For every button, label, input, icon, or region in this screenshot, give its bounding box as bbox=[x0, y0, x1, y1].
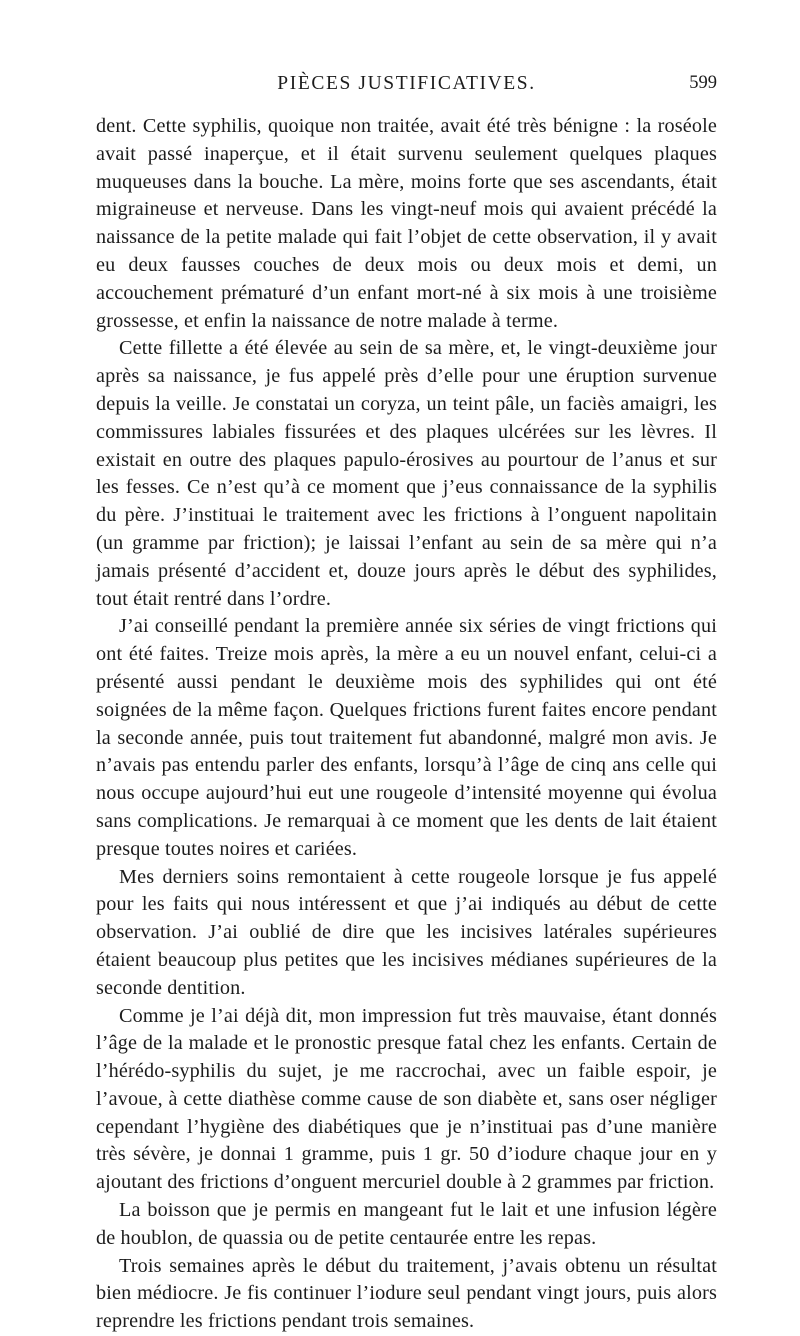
paragraph: Mes derniers soins remontaient à cette rougeole lorsque je fus appelé pour les faits qui nous intéressent et que j’ai indiqués au début de cette observation. J’ai oublié de dire que les incisives latérales supérieures étaient beaucoup plus petites que les incisives médianes supérieures de la seconde dentition. bbox=[96, 865, 717, 999]
paragraph-continued: dent. Cette syphilis, quoique non traitée, avait été très bénigne : la roséole avait passé inaperçue, et il était survenu seulement quelques plaques muqueuses dans la bouche. La mère, moins forte que ses ascendants, était migraineuse et nerveuse. Dans les vingt-neuf mois qui avaient précédé la naissance de la petite malade qui fait l’objet de cette observation, il y avait eu deux fausses couches de deux mois ou deux mois et demi, un accouchement prématuré d’un enfant mort-né à six mois à une troisième grossesse, et enfin la naissance de notre malade à terme. bbox=[96, 115, 717, 332]
paragraph: J’ai conseillé pendant la première année six séries de vingt frictions qui ont été faites. Treize mois après, la mère a eu un nouvel enfant, celui-ci a présenté aussi pendant le deuxième mois des syphilides qui ont été soignées de la même façon. Quelques frictions furent faites encore pendant la seconde année, puis tout traitement fut abandonné, malgré mon avis. Je n’avais pas entendu parler des enfants, lorsqu’à l’âge de cinq ans celle qui nous occupe aujourd’hui eut une rougeole d’intensité moyenne qui évolua sans complications. Je remarquai à ce moment que les dents de lait étaient presque toutes noires et cariées. bbox=[96, 615, 717, 860]
paragraph: Comme je l’ai déjà dit, mon impression fut très mauvaise, étant donnés l’âge de la malade et le pronostic presque fatal chez les enfants. Certain de l’hérédo-syphilis du sujet, je me raccrochai, avec un faible espoir, je l’avoue, à cette diathèse comme cause de son diabète et, sans oser négliger cependant l’hygiène des diabétiques que je n’instituai pas d’une manière très sévère, je donnai 1 gramme, puis 1 gr. 50 d’iodure chaque jour en y ajoutant des frictions d’onguent mercuriel double à 2 grammes par friction. bbox=[96, 1004, 717, 1194]
body-text bbox=[96, 113, 717, 1336]
paragraph: La boisson que je permis en mangeant fut le lait et une infusion légère de houblon, de quassia ou de petite centaurée entre les repas. bbox=[96, 1199, 717, 1249]
page-number: 599 bbox=[689, 73, 717, 93]
paragraph: Trois semaines après le début du traitement, j’avais obtenu un résultat bien médiocre. Je fis continuer l’iodure seul pendant vingt jours, puis alors reprendre les frictions pendant trois semaines. bbox=[96, 1254, 717, 1333]
running-title: PIÈCES JUSTIFICATIVES. bbox=[277, 73, 536, 94]
paragraph: Cette fillette a été élevée au sein de sa mère, et, le vingt-deuxième jour après sa naissance, je fus appelé près d’elle pour une éruption survenue depuis la veille. Je constatai un coryza, un teint pâle, un faciès amaigri, les commissures labiales fissurées et des plaques ulcérées sur les lèvres. Il existait en outre des plaques papulo-érosives au pourtour de l’anus et sur les fesses. Ce n’est qu’à ce moment que j’eus connaissance de la syphilis du père. J’instituai le traitement avec les frictions à l’onguent napolitain (un gramme par friction); je laissai l’enfant au sein de sa mère qui n’a jamais présenté d’accident et, douze jours après le début des syphilides, tout était rentré dans l’ordre. bbox=[96, 337, 717, 610]
running-head bbox=[96, 73, 717, 103]
